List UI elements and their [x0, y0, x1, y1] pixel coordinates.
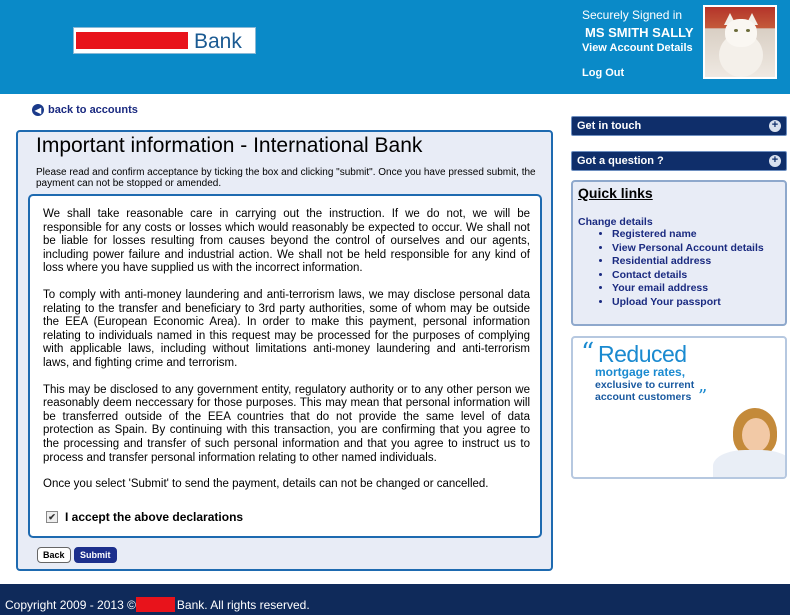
copyright-suffix: Bank. All rights reserved. [176, 597, 310, 612]
promo-woman-body [713, 450, 787, 479]
footer [0, 584, 790, 615]
promo-line: account customers [595, 391, 692, 403]
quick-link-residential-address[interactable]: • Residential address [612, 255, 764, 269]
avatar [703, 5, 777, 79]
terms-text [43, 208, 530, 505]
open-quote: “ [581, 338, 595, 368]
terms-paragraph: Once you select 'Submit' to send the payment, details can not be changed or cancelled. [43, 478, 489, 491]
redacted-bank-name [76, 32, 188, 49]
cat-eye [734, 29, 738, 32]
quick-link-registered-name[interactable]: • Registered name [612, 228, 764, 242]
change-details-link[interactable]: Change details [578, 216, 653, 228]
back-to-accounts-link[interactable] [32, 104, 138, 116]
got-question-bar[interactable] [571, 151, 787, 171]
get-in-touch-bar[interactable] [571, 116, 787, 136]
quick-links-list [598, 228, 764, 310]
got-question-label: Got a question ? [577, 155, 664, 167]
copyright-prefix: Copyright 2009 - 2013 © [5, 597, 136, 612]
back-to-accounts-label: back to accounts [48, 104, 138, 116]
submit-button[interactable]: Submit [74, 547, 117, 563]
page-title: Important information - International Bank [36, 134, 423, 157]
important-info-panel [16, 130, 553, 571]
plus-icon[interactable]: + [769, 155, 781, 167]
promo-line: mortgage rates, [595, 365, 686, 379]
logout-link[interactable]: Log Out [582, 67, 625, 79]
terms-paragraph: This may be disclosed to any government entity, regulatory authority or to any other person we reasonably deem neccessary for those purposes. This may mean that personal information will be transferred outside of the EEA countries that do not provide the same level of data protection as Spain. By continuing with this transaction, you are confirming that you agree to the processing and transfer of such personal information and that you agree to instruct us to process and transfer personal information relating to other named individuals. [43, 383, 530, 464]
signed-in-label: Securely Signed in [582, 8, 683, 22]
accept-row[interactable] [46, 510, 243, 524]
quick-link-view-personal-account[interactable]: • View Personal Account details [612, 242, 764, 256]
redacted-bank-name [136, 597, 175, 612]
mortgage-promo-banner[interactable] [571, 336, 787, 479]
get-in-touch-label: Get in touch [577, 120, 642, 132]
logo-word: Bank [194, 30, 242, 53]
view-account-link[interactable]: View Account Details [582, 42, 693, 54]
terms-paragraph: To comply with anti-money laundering and anti-terrorism laws, we may disclose personal data relating to the transfer and beneficiary to 3rd party authorities, some of whom may be outside the EEA (European Economic Area). In order to make this payment, personal information relating to individuals named in this request may be processed for the purposes of complying with applicable laws, including without limitations anti-money laundering and anti-terrorism laws, and fighting crime and terrorism. [43, 288, 530, 369]
cat-head [725, 19, 757, 47]
quick-link-upload-passport[interactable]: • Upload Your passport [612, 296, 764, 310]
close-quote: ” [698, 386, 708, 407]
back-button[interactable]: Back [37, 547, 71, 563]
cat-eye [746, 29, 750, 32]
arrow-left-icon: ◀ [32, 104, 44, 116]
plus-icon[interactable]: + [769, 120, 781, 132]
accept-checkbox[interactable]: ✔ [46, 511, 58, 523]
promo-headline: Reduced [598, 341, 687, 367]
quick-links-title: Quick links [578, 185, 653, 201]
copyright-text [5, 597, 310, 612]
promo-line: exclusive to current [595, 379, 695, 391]
quick-link-email-address[interactable]: • Your email address [612, 282, 764, 296]
intro-text: Please read and confirm acceptance by ticking the box and clicking "submit". Once you have pressed submit, the payment can not be stopped or amended. [36, 167, 536, 189]
user-name: MS SMITH SALLY [585, 25, 694, 40]
accept-label[interactable]: I accept the above declarations [65, 510, 244, 524]
quick-link-contact-details[interactable]: • Contact details [612, 269, 764, 283]
promo-woman-face [742, 418, 770, 452]
quick-links-panel [571, 180, 787, 326]
terms-box [28, 194, 542, 538]
signin-info [582, 8, 694, 54]
terms-paragraph: We shall take reasonable care in carrying out the instruction. If we do not, we will be responsible for any costs or losses which would reasonably be expected to occur. We shall not be liable for losses resulting from causes beyond the control of ourselves and our agents, including power failure and industrial action. We shall not be held responsible for any kind of loss where you have supplied us with the incorrect information. [43, 208, 530, 275]
header [0, 0, 790, 94]
bank-logo[interactable] [73, 27, 256, 54]
